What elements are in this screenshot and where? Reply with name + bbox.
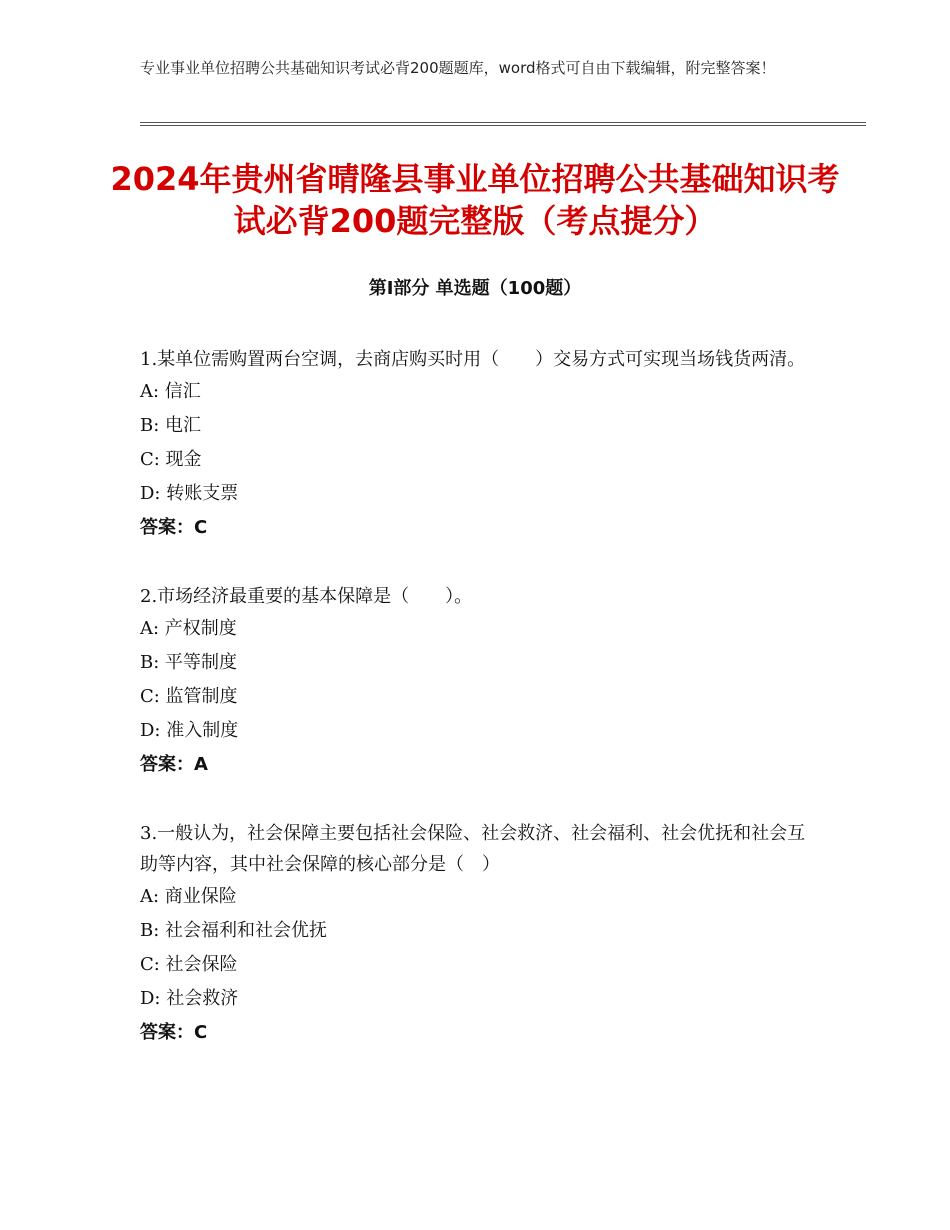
- option-b: B: 平等制度: [140, 652, 238, 673]
- question-item: [140, 818, 810, 1050]
- question-item: [140, 344, 810, 545]
- question-stem: 3.一般认为，社会保障主要包括社会保险、社会救济、社会福利、社会优抚和社会互助等内容，其中社会保障的核心部分是（ ）: [140, 823, 806, 875]
- option-b: B: 电汇: [140, 415, 202, 436]
- document-title: 2024年贵州省晴隆县事业单位招聘公共基础知识考试必背200题完整版（考点提分）: [110, 160, 840, 240]
- option-d: D: 转账支票: [140, 483, 239, 504]
- option-c: C: 社会保险: [140, 954, 238, 975]
- question-stem: 2.市场经济最重要的基本保障是（ ）。: [140, 586, 473, 607]
- header-note: 专业事业单位招聘公共基础知识考试必背200题题库，word格式可自由下载编辑，附完整答案！: [140, 59, 776, 77]
- option-c: C: 监管制度: [140, 686, 238, 707]
- option-c: C: 现金: [140, 449, 202, 470]
- question-item: [140, 581, 810, 782]
- answer-line: 答案：C: [140, 517, 208, 538]
- option-a: A: 信汇: [140, 381, 201, 402]
- header-divider-line: [140, 122, 866, 123]
- option-d: D: 准入制度: [140, 720, 239, 741]
- answer-line: 答案：C: [140, 1022, 208, 1043]
- section-heading: 第Ⅰ部分 单选题（100题）: [368, 278, 582, 299]
- option-b: B: 社会福利和社会优抚: [140, 920, 328, 941]
- question-stem: 1.某单位需购置两台空调，去商店购买时用（ ）交易方式可实现当场钱货两清。: [140, 349, 806, 370]
- header-divider-line-secondary: [140, 125, 866, 126]
- question-list: [140, 344, 810, 1086]
- option-d: D: 社会救济: [140, 988, 239, 1009]
- option-a: A: 商业保险: [140, 886, 237, 907]
- answer-line: 答案：A: [140, 754, 208, 775]
- option-a: A: 产权制度: [140, 618, 237, 639]
